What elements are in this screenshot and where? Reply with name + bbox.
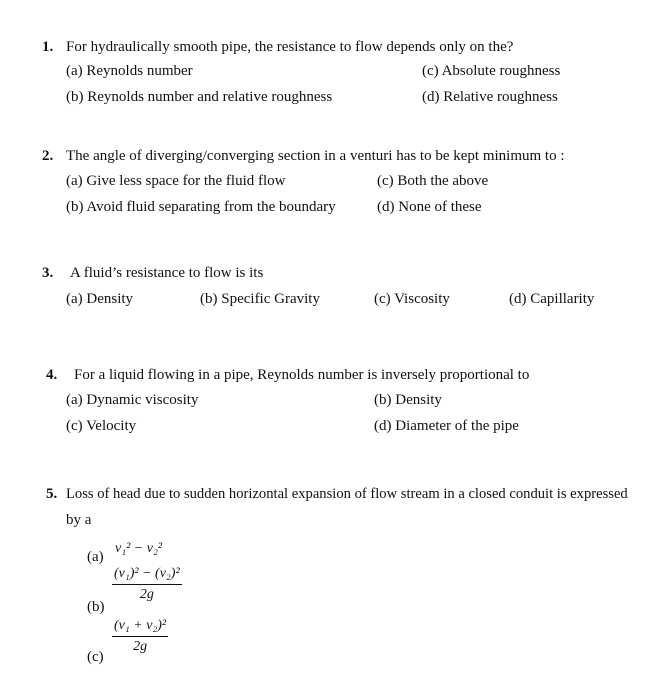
q5-option-c-numerator: (v₁ + v₂)² — [112, 618, 168, 637]
q2-number: 2. — [42, 148, 54, 164]
q5-text-line2: by a — [66, 512, 92, 528]
q5-number: 5. — [46, 486, 58, 502]
q5-option-b-numerator: (v₁)² − (v₂)² — [112, 566, 182, 585]
q1-text: For hydraulically smooth pipe, the resistance to flow depends only on the? — [66, 39, 514, 55]
q1-option-d: (d) Relative roughness — [422, 89, 558, 105]
q3-option-c: (c) Viscosity — [374, 291, 450, 307]
q1-option-a: (a) Reynolds number — [66, 63, 193, 79]
q4-option-d: (d) Diameter of the pipe — [374, 418, 519, 434]
q1-option-c: (c) Absolute roughness — [422, 63, 561, 79]
q3-option-b: (b) Specific Gravity — [200, 291, 320, 307]
q5-option-a-label: (a) — [87, 549, 104, 565]
q5-option-c-denominator: 2g — [133, 639, 148, 654]
q1-option-b: (b) Reynolds number and relative roughness — [66, 89, 333, 105]
q3-option-a: (a) Density — [66, 291, 134, 307]
q3-number: 3. — [42, 265, 54, 281]
q3-text: A fluid’s resistance to flow is its — [70, 265, 264, 281]
q4-number: 4. — [46, 367, 58, 383]
q5-text-line1: Loss of head due to sudden horizontal expansion of flow stream in a closed conduit is expressed — [66, 486, 628, 502]
q4-option-b: (b) Density — [374, 392, 442, 408]
q2-option-d: (d) None of these — [377, 199, 482, 215]
q1-number: 1. — [42, 39, 54, 55]
q4-option-c: (c) Velocity — [66, 418, 137, 434]
q5-option-c-fraction — [112, 618, 168, 655]
q5-option-a-expression: v₁² − v₂² — [115, 541, 163, 556]
q2-text: The angle of diverging/converging section in a venturi has to be kept minimum to : — [66, 148, 565, 164]
q2-option-a: (a) Give less space for the fluid flow — [66, 173, 286, 189]
q4-text: For a liquid flowing in a pipe, Reynolds number is inversely proportional to — [74, 367, 530, 383]
q4-option-a: (a) Dynamic viscosity — [66, 392, 199, 408]
q5-option-b-label: (b) — [87, 599, 105, 615]
q3-option-d: (d) Capillarity — [509, 291, 595, 307]
q5-option-b-denominator: 2g — [139, 587, 154, 602]
q5-option-b-fraction — [112, 566, 182, 603]
q2-option-b: (b) Avoid fluid separating from the boundary — [66, 199, 336, 215]
q2-option-c: (c) Both the above — [377, 173, 489, 189]
q5-option-c-label: (c) — [87, 649, 104, 665]
